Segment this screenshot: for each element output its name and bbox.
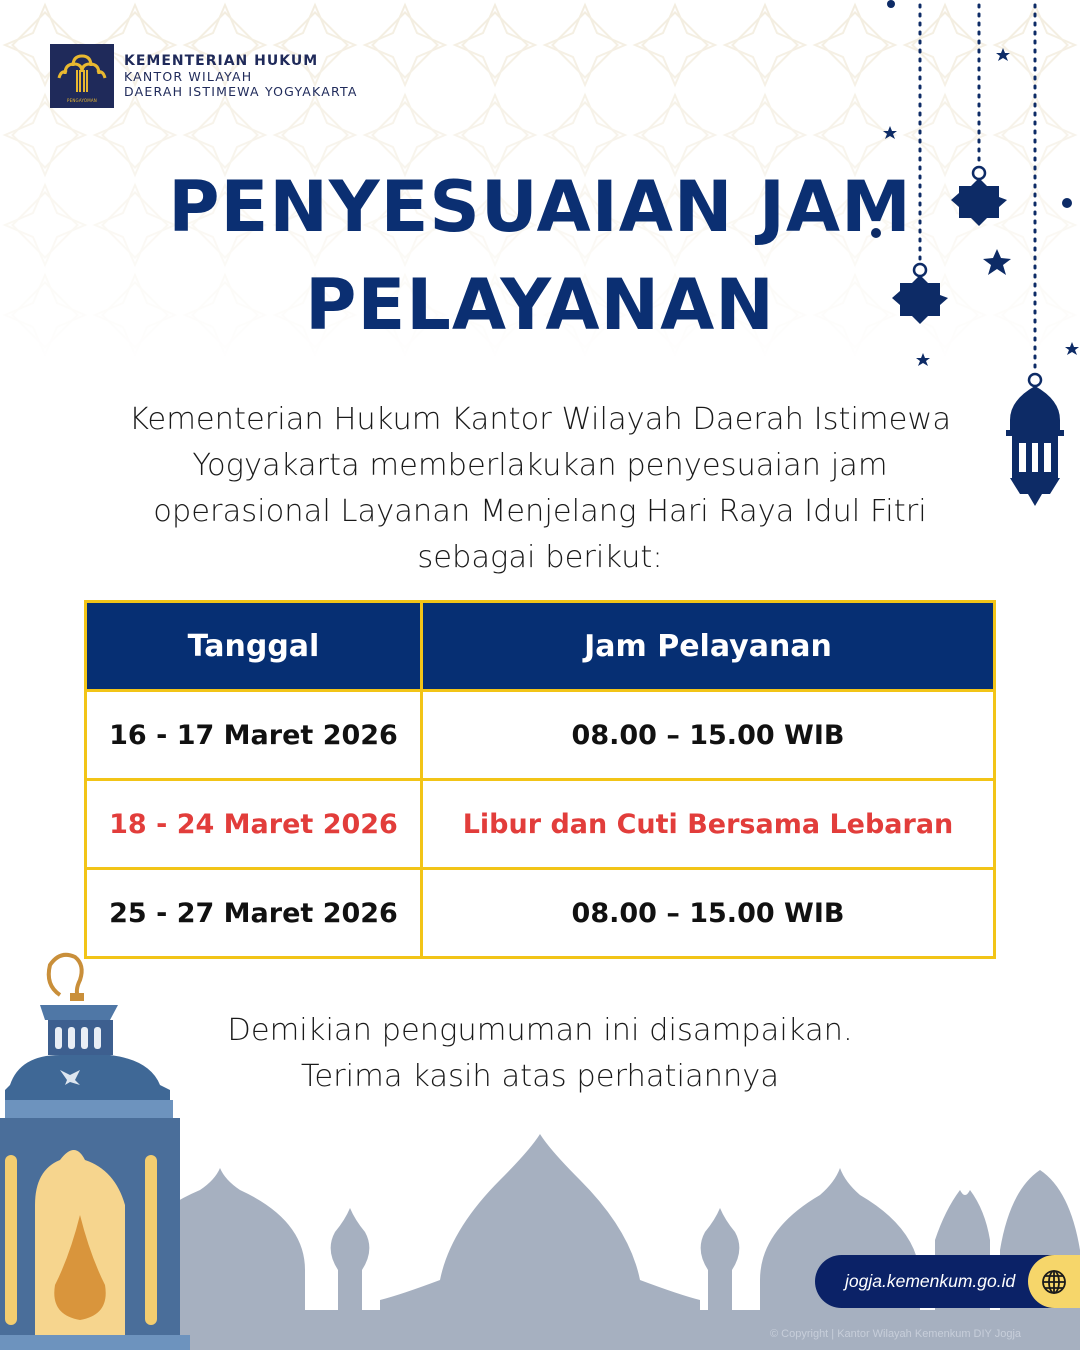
closing-line-1: Demikian pengumuman ini disampaikan. xyxy=(227,1013,853,1048)
website-url[interactable]: jogja.kemenkum.go.id xyxy=(845,1271,1016,1291)
closing-line-2: Terima kasih atas perhatiannya xyxy=(300,1059,780,1094)
date-cell: 25 - 27 Maret 2026 xyxy=(86,869,422,958)
table-header-row xyxy=(86,602,995,691)
date-cell: 18 - 24 Maret 2026 xyxy=(86,780,422,869)
table-row xyxy=(86,691,995,780)
org-line-1: KEMENTERIAN HUKUM xyxy=(124,52,319,69)
hours-cell: Libur dan Cuti Bersama Lebaran xyxy=(422,780,995,869)
page-title xyxy=(0,158,1080,354)
header xyxy=(50,44,358,108)
title-line-1: PENYESUAIAN JAM xyxy=(168,166,912,248)
globe-icon xyxy=(1028,1255,1080,1308)
hours-cell: 08.00 – 15.00 WIB xyxy=(422,869,995,958)
table-row xyxy=(86,869,995,958)
intro-line-1: Kementerian Hukum Kantor Wilayah Daerah Istimewa xyxy=(128,402,952,437)
org-line-2: KANTOR WILAYAH xyxy=(124,68,253,84)
title-line-2: PELAYANAN xyxy=(305,264,775,346)
intro-line-4: sebagai berikut: xyxy=(417,540,663,575)
organization-name xyxy=(124,54,358,99)
intro-line-2: Yogyakarta memberlakukan penyesuaian jam xyxy=(192,448,888,483)
date-cell: 16 - 17 Maret 2026 xyxy=(86,691,422,780)
hours-cell: 08.00 – 15.00 WIB xyxy=(422,691,995,780)
column-header-date: Tanggal xyxy=(86,602,422,691)
table-row-holiday xyxy=(86,780,995,869)
lantern-illustration xyxy=(0,945,190,1350)
column-header-hours: Jam Pelayanan xyxy=(422,602,995,691)
org-line-3: DAERAH ISTIMEWA YOGYAKARTA xyxy=(124,83,358,99)
service-hours-table xyxy=(84,600,996,959)
logo-caption: PENGAYOMAN xyxy=(66,98,97,103)
ministry-logo xyxy=(50,44,114,108)
intro-line-3: operasional Layanan Menjelang Hari Raya Idul Fitri xyxy=(153,494,927,529)
copyright-notice: © Copyright | Kantor Wilayah Kemenkum DIY Jogja xyxy=(770,1328,1022,1340)
website-link[interactable] xyxy=(815,1255,1080,1308)
pengayoman-tree-icon xyxy=(55,52,109,100)
intro-paragraph xyxy=(80,397,1000,581)
